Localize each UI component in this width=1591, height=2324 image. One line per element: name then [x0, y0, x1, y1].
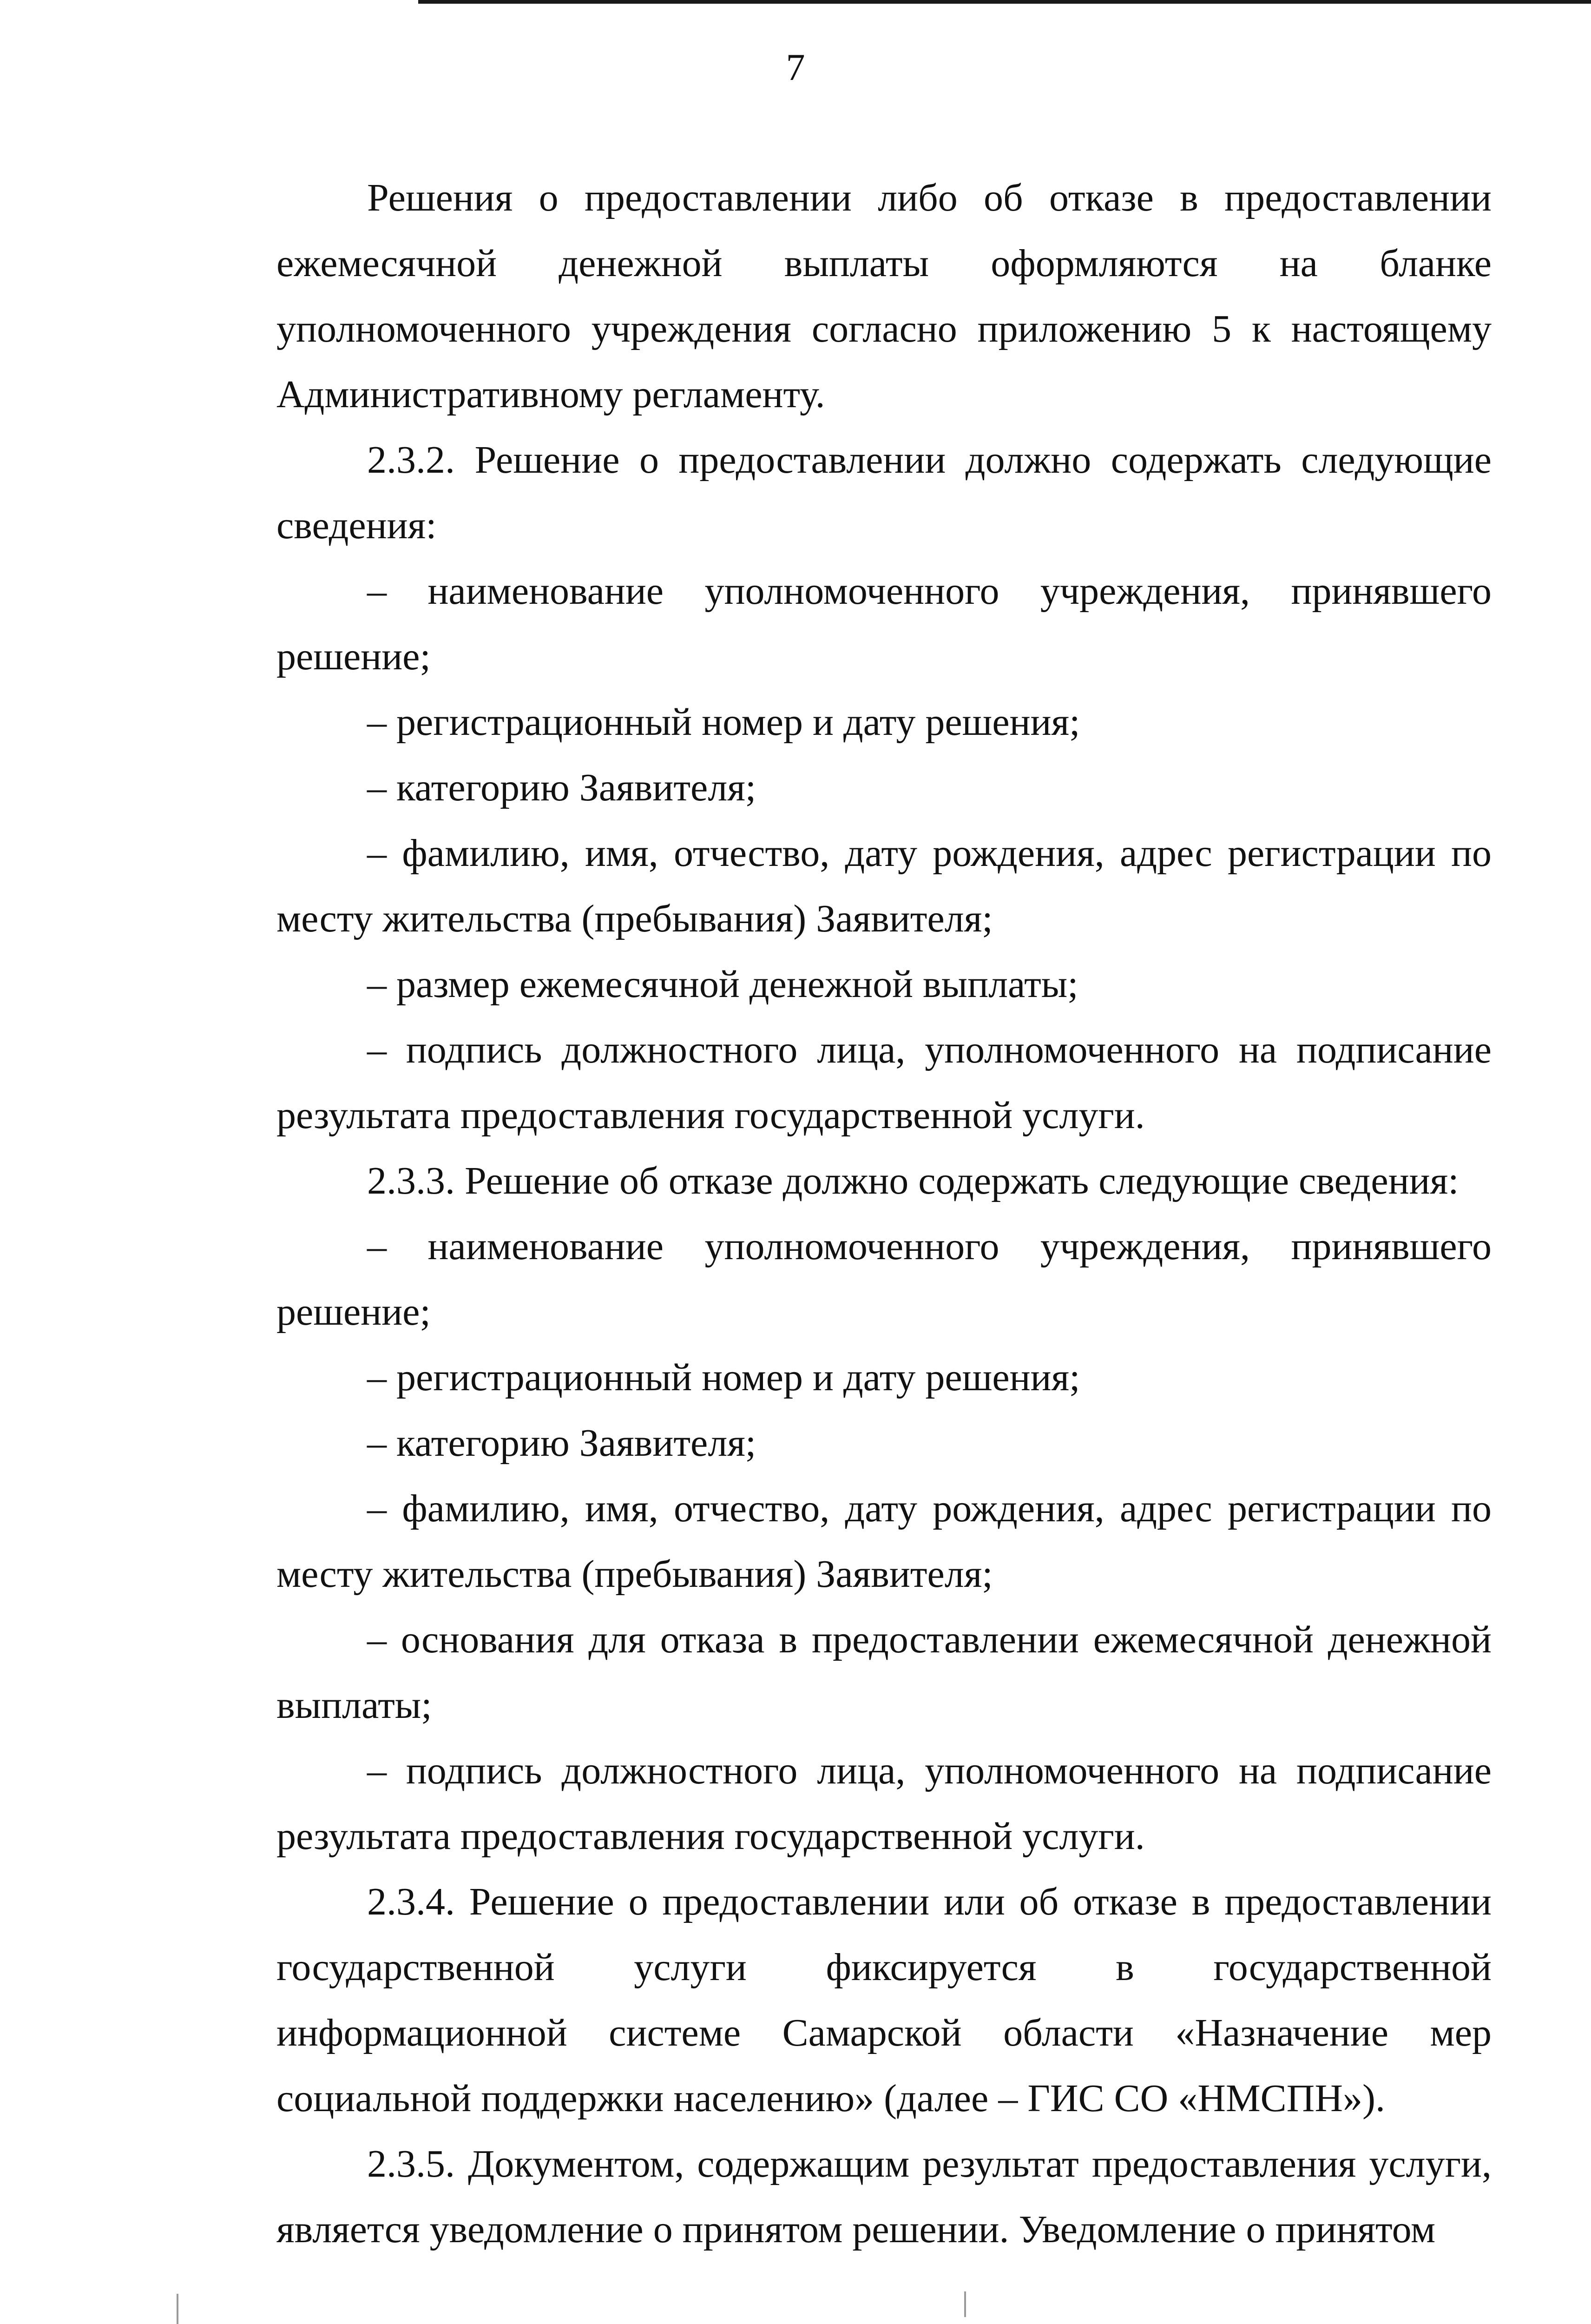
- scan-top-border: [418, 0, 1591, 4]
- list-item: – наименование уполномоченного учреждения, принявшего решение;: [276, 569, 1492, 678]
- scan-artifact-mark: [964, 2291, 966, 2317]
- list-item: – категорию Заявителя;: [367, 1421, 756, 1465]
- scan-artifact-mark: [177, 2294, 178, 2324]
- list-item: – регистрационный номер и дату решения;: [367, 700, 1080, 744]
- list-item: – фамилию, имя, отчество, дату рождения, адрес регистрации по месту жительства (пребывания) Заявителя;: [276, 832, 1492, 940]
- list-item: – фамилию, имя, отчество, дату рождения, адрес регистрации по месту жительства (пребывания) Заявителя;: [276, 1487, 1492, 1596]
- paragraph: 2.3.5. Документом, содержащим результат предоставления услуги, является уведомление о принятом решении. Уведомление о принятом: [276, 2142, 1492, 2251]
- document-body: [276, 165, 1492, 2262]
- list-item: – подпись должностного лица, уполномоченного на подписание результата предоставления государственной услуги.: [276, 1749, 1492, 1858]
- paragraph: 2.3.2. Решение о предоставлении должно содержать следующие сведения:: [276, 438, 1492, 547]
- paragraph: 2.3.3. Решение об отказе должно содержать следующие сведения:: [367, 1159, 1459, 1202]
- list-item: – категорию Заявителя;: [367, 766, 756, 809]
- paragraph: 2.3.4. Решение о предоставлении или об отказе в предоставлении государственной услуги фиксируется в государственной информационной системе Самарской области «Назначение мер социальной поддержки населению» (далее – ГИС СО «НМСПН»).: [276, 1880, 1492, 2120]
- list-item: – регистрационный номер и дату решения;: [367, 1356, 1080, 1399]
- list-item: – основания для отказа в предоставлении ежемесячной денежной выплаты;: [276, 1618, 1492, 1727]
- paragraph: Решения о предоставлении либо об отказе в предоставлении ежемесячной денежной выплаты оформляются на бланке уполномоченного учреждения согласно приложению 5 к настоящему Административному регламенту.: [276, 176, 1492, 416]
- page-number: 7: [786, 46, 805, 88]
- list-item: – подпись должностного лица, уполномоченного на подписание результата предоставления государственной услуги.: [276, 1028, 1492, 1137]
- list-item: – наименование уполномоченного учреждения, принявшего решение;: [276, 1225, 1492, 1334]
- list-item: – размер ежемесячной денежной выплаты;: [367, 963, 1078, 1006]
